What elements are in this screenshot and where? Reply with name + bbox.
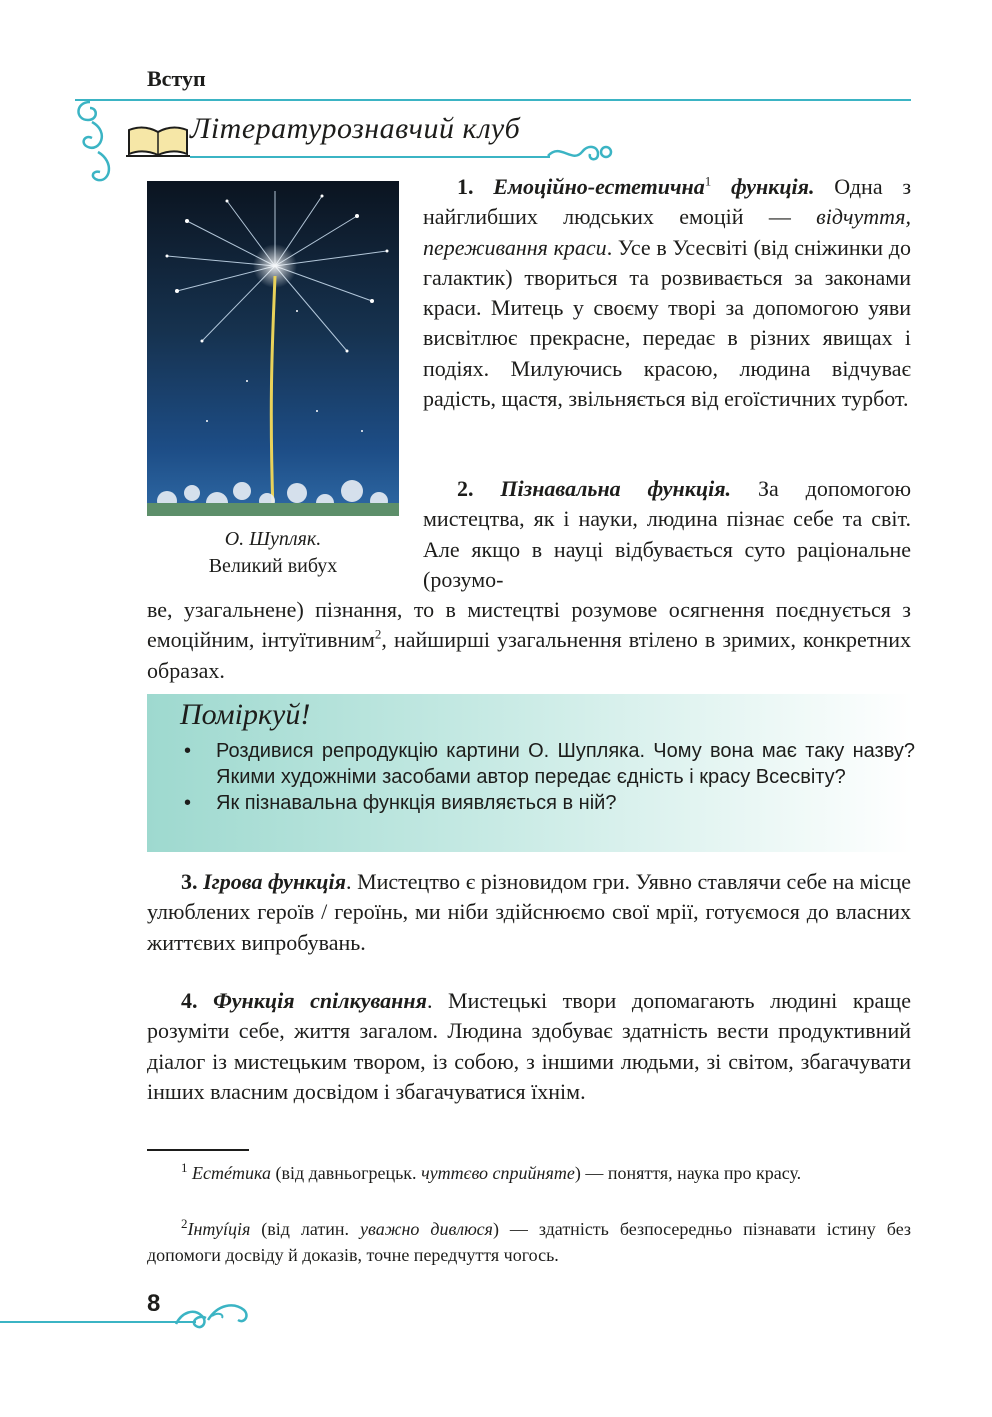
- paragraph-cognitive-function-cont: [147, 595, 911, 686]
- footnote-text: (від давньогрецьк.: [270, 1163, 422, 1183]
- footnote-number: 2: [181, 1216, 188, 1231]
- footnote-ref: 2: [374, 626, 382, 642]
- footnote-number: 1: [181, 1160, 188, 1175]
- footnote-emphasis: чуттєво сприйняте: [421, 1163, 575, 1183]
- footnote-text: (від латин.: [250, 1219, 361, 1239]
- figure-author: О. Шупляк.: [224, 528, 322, 550]
- footnote-text: ) — здатність безпосередньо пізнавати істину без допомоги досвіду й доказів, точне передчуття чогось.: [147, 1219, 912, 1265]
- header-rule: [75, 99, 911, 101]
- list-item: [180, 738, 915, 790]
- figure-caption: [147, 526, 399, 580]
- bullet-icon: •: [184, 740, 192, 762]
- para-term: Емоційно-естетична: [493, 174, 705, 199]
- club-title: Літературознавчий клуб: [190, 112, 521, 145]
- page-number: 8: [147, 1290, 161, 1317]
- swirl-ornament-icon: [70, 92, 130, 192]
- para-term: Функція спілкування: [213, 988, 427, 1013]
- para-text: За допомогою мистецтва, як і науки, людина пізнає себе та світ. Але якщо в науці відбувається суто раціональне (розумо-: [423, 476, 912, 592]
- para-text: . Усе в Усесвіті (від сніжинки до галактик) твориться та розвивається за законами краси. Митець у своєму творі за допомогою уяви висвітлює прекрасне, передає в різних явищах і подіях. Милуючись красою, людина відчуває радість, щастя, звільняється від егоїстичних турбот.: [423, 234, 911, 412]
- para-term: Пізнавальна функція.: [500, 476, 732, 501]
- list-item-text: Як пізнавальна функція виявляється в ній?: [216, 792, 617, 814]
- footnote-text: ) — поняття, наука про красу.: [574, 1163, 802, 1183]
- painting-image: [147, 181, 399, 516]
- paragraph-cognitive-function: [423, 474, 911, 595]
- para-number: 4.: [181, 988, 198, 1013]
- list-item-text: Роздивися репродукцію картини О. Шупляка. Чому вона має таку назву? Якими художніми засобами автор передає єдність і красу Всесвіту?: [216, 740, 915, 788]
- para-number: 2.: [457, 476, 474, 501]
- footnote-2: [147, 1216, 911, 1268]
- section-title: Вступ: [147, 66, 206, 91]
- para-text: ве, узагальнене) пізнання, то в мистецтві розумове осягнення поєднується з емоційним, інтуїтивним: [147, 597, 911, 653]
- bullet-icon: •: [184, 792, 192, 814]
- footer-rule: [0, 1321, 196, 1323]
- footnote-1: [147, 1160, 911, 1186]
- open-book-icon: [125, 124, 191, 158]
- club-title-rule: [190, 156, 550, 158]
- para-number: 1.: [457, 174, 474, 199]
- footnote-ref: 1: [704, 173, 712, 189]
- figure-title: Великий вибух: [208, 555, 338, 577]
- footnote-emphasis: уважно дивлюся: [360, 1219, 493, 1239]
- para-term: Ігрова функція: [203, 869, 346, 894]
- list-item: [180, 790, 915, 816]
- think-title: Поміркуй!: [180, 698, 311, 731]
- footnote-term: Інтуíція: [187, 1219, 251, 1239]
- paragraph-game-function: [147, 867, 911, 958]
- para-text: Одна з найглибших людських емоцій —: [423, 174, 912, 230]
- para-text: , найширші узагальнення втілено в зримих, конкретних образах.: [147, 627, 911, 683]
- think-list: [180, 738, 915, 816]
- swirl-ornament-small-icon: [546, 138, 616, 166]
- paragraph-emotional-function: [423, 172, 911, 414]
- para-term: функція.: [731, 174, 815, 199]
- footnote-term: Естéтика: [192, 1163, 271, 1183]
- para-text: . Мистецькі твори допомагають людині краще розуміти себе, життя загалом. Людина здобуває здатність вести продуктивний діалог із мистецьким твором, із собою, з іншими людьми, зі світом, збагачувати інших власним досвідом і збагачуватися їхнім.: [147, 988, 912, 1104]
- para-emphasis: відчуття, переживання краси: [423, 204, 911, 260]
- swirl-ornament-bottom-icon: [172, 1294, 252, 1334]
- footnote-rule: [147, 1149, 249, 1151]
- paragraph-communication-function: [147, 986, 911, 1107]
- para-number: 3.: [181, 869, 198, 894]
- para-text: . Мистецтво є різновидом гри. Уявно ставлячи себе на місце улюблених героїв / героїнь, ми ніби здійснюємо свої мрії, готуємося до власних життєвих випробувань.: [147, 869, 912, 955]
